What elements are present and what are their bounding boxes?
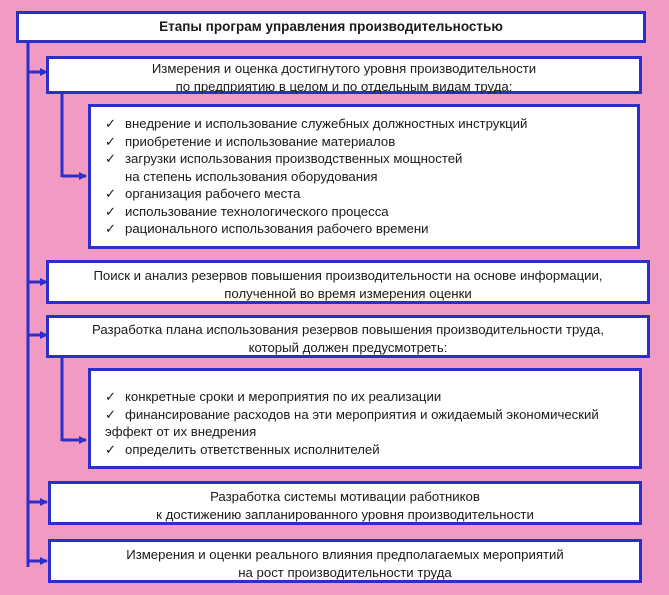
- step5-line-1: Измерения и оценки реального влияния предполагаемых мероприятий: [126, 547, 564, 562]
- step4-box: [48, 481, 642, 525]
- step3-box: [46, 315, 650, 358]
- list-item: ✓ использование технологического процесса: [105, 203, 389, 219]
- step1-box: [46, 56, 642, 94]
- title-box: [16, 11, 646, 43]
- list-item: ✓ приобретение и использование материалов: [105, 133, 396, 149]
- step4-line-1: Разработка системы мотивации работников: [210, 489, 480, 504]
- check-icon: ✓: [105, 151, 117, 166]
- check-icon: ✓: [105, 186, 117, 201]
- check-icon: ✓: [105, 406, 117, 422]
- check-icon: ✓: [105, 133, 117, 149]
- step3-line-1: Разработка плана использования резервов повышения производительности труда,: [91, 322, 605, 337]
- check-icon: ✓: [105, 116, 117, 131]
- list-item: ✓ организация рабочего места: [105, 186, 301, 201]
- page-title: Етапы програм управления производительностью: [159, 19, 503, 34]
- list-item: ✓ загрузки использования производственных мощностей на степень использования оборудования: [105, 151, 463, 184]
- list-item: ✓ финансирование расходов на эти мероприятия и ожидаемый экономический эффект от их внедрения: [105, 406, 599, 439]
- step2-line-2: полученной во время измерения оценки: [224, 285, 472, 301]
- list-item: ✓ внедрение и использование служебных должностных инструкций: [105, 116, 528, 131]
- check-icon: ✓: [105, 441, 117, 457]
- list-item: ✓ определить ответственных исполнителей: [105, 441, 380, 457]
- check-icon: ✓: [105, 203, 117, 219]
- step4-line-2: к достижению запланированного уровня производительности: [156, 506, 534, 522]
- step1-line-1: Измерения и оценка достигнутого уровня производительности: [151, 61, 537, 76]
- step5-line-2: на рост производительности труда: [238, 564, 452, 580]
- check-icon: ✓: [105, 389, 117, 404]
- list-item: ✓ конкретные сроки и мероприятия по их реализации: [105, 389, 442, 404]
- step1-sublist: [88, 104, 640, 249]
- step3-sublist: [88, 368, 642, 469]
- check-icon: ✓: [105, 221, 117, 236]
- step3-line-2: который должен предусмотреть:: [248, 339, 448, 355]
- step2-line-1: Поиск и анализ резервов повышения производительности на основе информации,: [93, 268, 603, 283]
- step5-box: [48, 539, 642, 583]
- step2-box: [46, 260, 650, 304]
- step1-line-2: по предприятию в целом и по отдельным видам труда:: [175, 78, 513, 94]
- list-item: ✓ рационального использования рабочего времени: [105, 221, 429, 236]
